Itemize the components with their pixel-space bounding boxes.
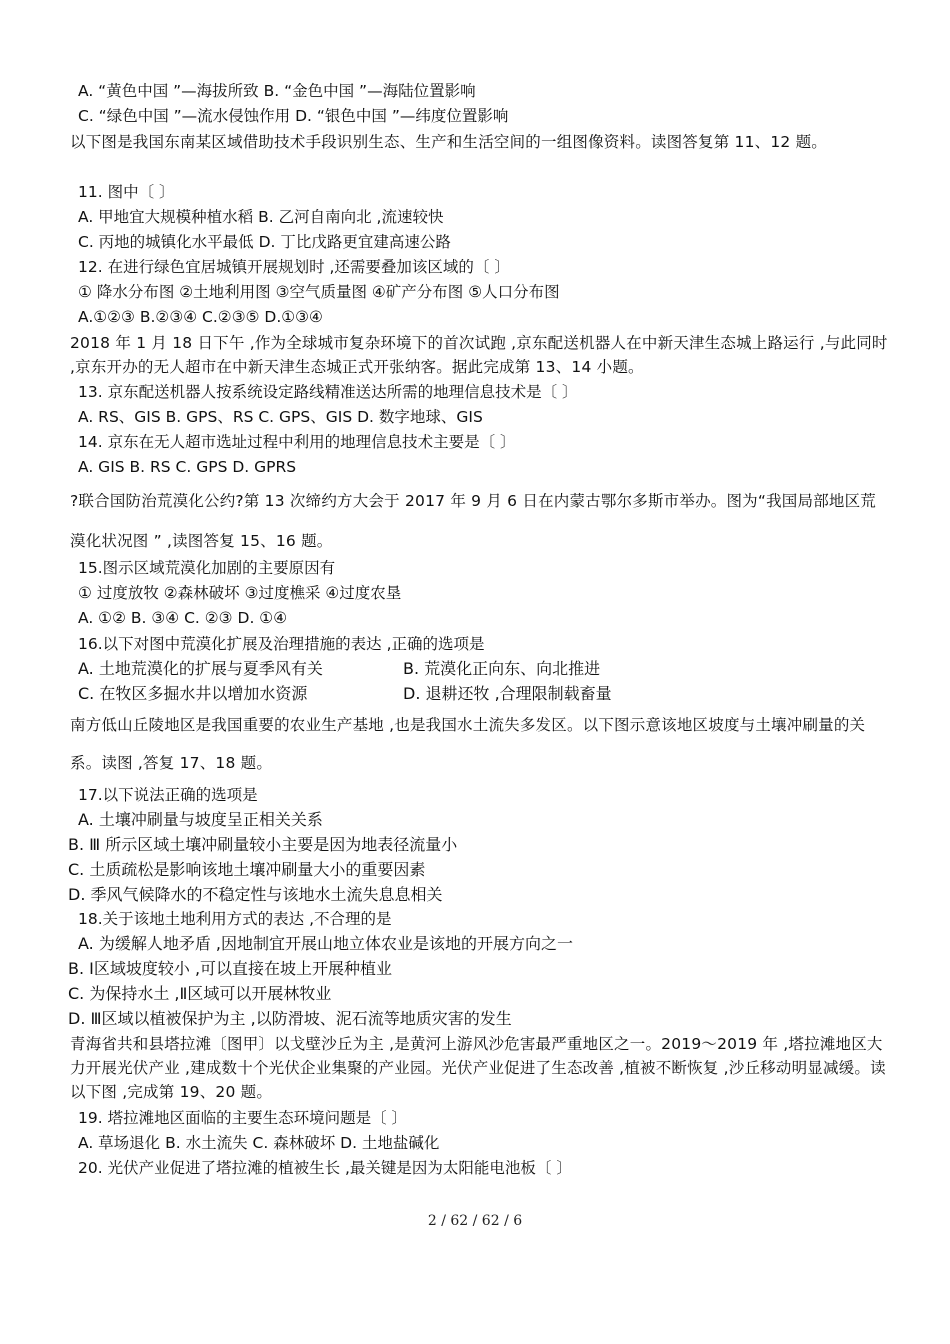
- intro-paragraph-13-14: 2018 年 1 月 18 日下午 ,作为全球城市复杂环境下的首次试跑 ,京东配送机器人在中新天津生态城上路运行 ,与此同时 ,京东开办的无人超市在中新天津生态城正式开张纳客。据此完成第 13、14 小题。: [70, 334, 888, 376]
- q19-options: A. 草场退化 B. 水土流失 C. 森林破坏 D. 土地盐碱化: [78, 1134, 440, 1152]
- q16-option-b: B. 荒漠化正向东、向北推进: [403, 659, 601, 678]
- q17-option-a: A. 土壤冲刷量与坡度呈正相关关系: [78, 810, 323, 829]
- question-15: 15.图示区域荒漠化加剧的主要原因有: [78, 559, 336, 577]
- question-14: 14. 京东在无人超市选址过程中利用的地理信息技术主要是〔 〕: [78, 433, 516, 451]
- intro-paragraph-17-18: 南方低山丘陵地区是我国重要的农业生产基地 ,也是我国水土流失多发区。以下图示意该地区坡度与土壤冲刷量的关系。读图 ,答复 17、18 题。: [70, 716, 866, 772]
- q10-options-cd: C. “绿色中国 ”—流水侵蚀作用 D. “银色中国 ”—纬度位置影响: [78, 107, 509, 125]
- q15-items: ① 过度放牧 ②森林破坏 ③过度樵采 ④过度农垦: [78, 584, 402, 602]
- question-12: 12. 在进行绿色宜居城镇开展规划时 ,还需要叠加该区域的〔 〕: [78, 258, 510, 276]
- question-13: 13. 京东配送机器人按系统设定路线精准送达所需的地理信息技术是〔 〕: [78, 383, 578, 401]
- q16-option-c: C. 在牧区多掘水井以增加水资源: [78, 684, 308, 703]
- q17-option-c: C. 土质疏松是影响该地土壤冲刷量大小的重要因素: [68, 860, 426, 879]
- question-17: 17.以下说法正确的选项是: [78, 786, 258, 804]
- q14-options: A. GIS B. RS C. GPS D. GPRS: [78, 458, 297, 476]
- question-16: 16.以下对图中荒漠化扩展及治理措施的表达 ,正确的选项是: [78, 635, 485, 653]
- q18-option-c: C. 为保持水土 ,Ⅱ区域可以开展林牧业: [68, 984, 332, 1003]
- q10-options-ab: A. “黄色中国 ”—海拔所致 B. “金色中国 ”—海陆位置影响: [78, 82, 476, 100]
- q16-option-d: D. 退耕还牧 ,合理限制载畜量: [403, 684, 612, 703]
- intro-paragraph-15-16: ?联合国防治荒漠化公约?第 13 次缔约方大会于 2017 年 9 月 6 日在内蒙古鄂尔多斯市举办。图为“我国局部地区荒漠化状况图 ” ,读图答复 15、16 题。: [70, 492, 876, 550]
- intro-paragraph-19-20: 青海省共和县塔拉滩〔图甲〕以戈壁沙丘为主 ,是黄河上游风沙危害最严重地区之一。2019～2019 年 ,塔拉滩地区大力开展光伏产业 ,建成数十个光伏企业集聚的产业园。光伏产业促进了生态改善 ,植被不断恢复 ,沙丘移动明显减缓。读以下图 ,完成第 19、20 题。: [70, 1035, 886, 1101]
- question-18: 18.关于该地土地利用方式的表达 ,不合理的是: [78, 910, 392, 928]
- q11-options-cd: C. 丙地的城镇化水平最低 D. 丁比戊路更宜建高速公路: [78, 233, 451, 251]
- q15-options: A. ①② B. ③④ C. ②③ D. ①④: [78, 609, 288, 627]
- q12-items: ① 降水分布图 ②土地利用图 ③空气质量图 ④矿产分布图 ⑤人口分布图: [78, 283, 560, 301]
- q13-options: A. RS、GIS B. GPS、RS C. GPS、GIS D. 数字地球、GIS: [78, 408, 483, 426]
- page-number-footer: 2 / 62 / 62 / 6: [427, 1213, 523, 1229]
- intro-paragraph-11-12: 以下图是我国东南某区域借助技术手段识别生态、生产和生活空间的一组图像资料。读图答复第 11、12 题。: [70, 133, 828, 151]
- q17-option-d: D. 季风气候降水的不稳定性与该地水土流失息息相关: [68, 885, 443, 904]
- question-19: 19. 塔拉滩地区面临的主要生态环境问题是〔 〕: [78, 1109, 408, 1127]
- question-20: 20. 光伏产业促进了塔拉滩的植被生长 ,最关键是因为太阳能电池板〔 〕: [78, 1159, 572, 1177]
- q12-options: A.①②③ B.②③④ C.②③⑤ D.①③④: [78, 308, 323, 326]
- q17-option-b: B. Ⅲ 所示区域土壤冲刷量较小主要是因为地表径流量小: [68, 835, 458, 854]
- q18-option-b: B. Ⅰ区域坡度较小 ,可以直接在坡上开展种植业: [68, 959, 393, 978]
- q18-option-d: D. Ⅲ区域以植被保护为主 ,以防滑坡、泥石流等地质灾害的发生: [68, 1009, 512, 1028]
- question-11: 11. 图中〔 〕: [78, 183, 175, 201]
- q18-option-a: A. 为缓解人地矛盾 ,因地制宜开展山地立体农业是该地的开展方向之一: [78, 934, 574, 953]
- q11-options-ab: A. 甲地宜大规模种植水稻 B. 乙河自南向北 ,流速较快: [78, 208, 444, 226]
- q16-option-a: A. 土地荒漠化的扩展与夏季风有关: [78, 659, 323, 678]
